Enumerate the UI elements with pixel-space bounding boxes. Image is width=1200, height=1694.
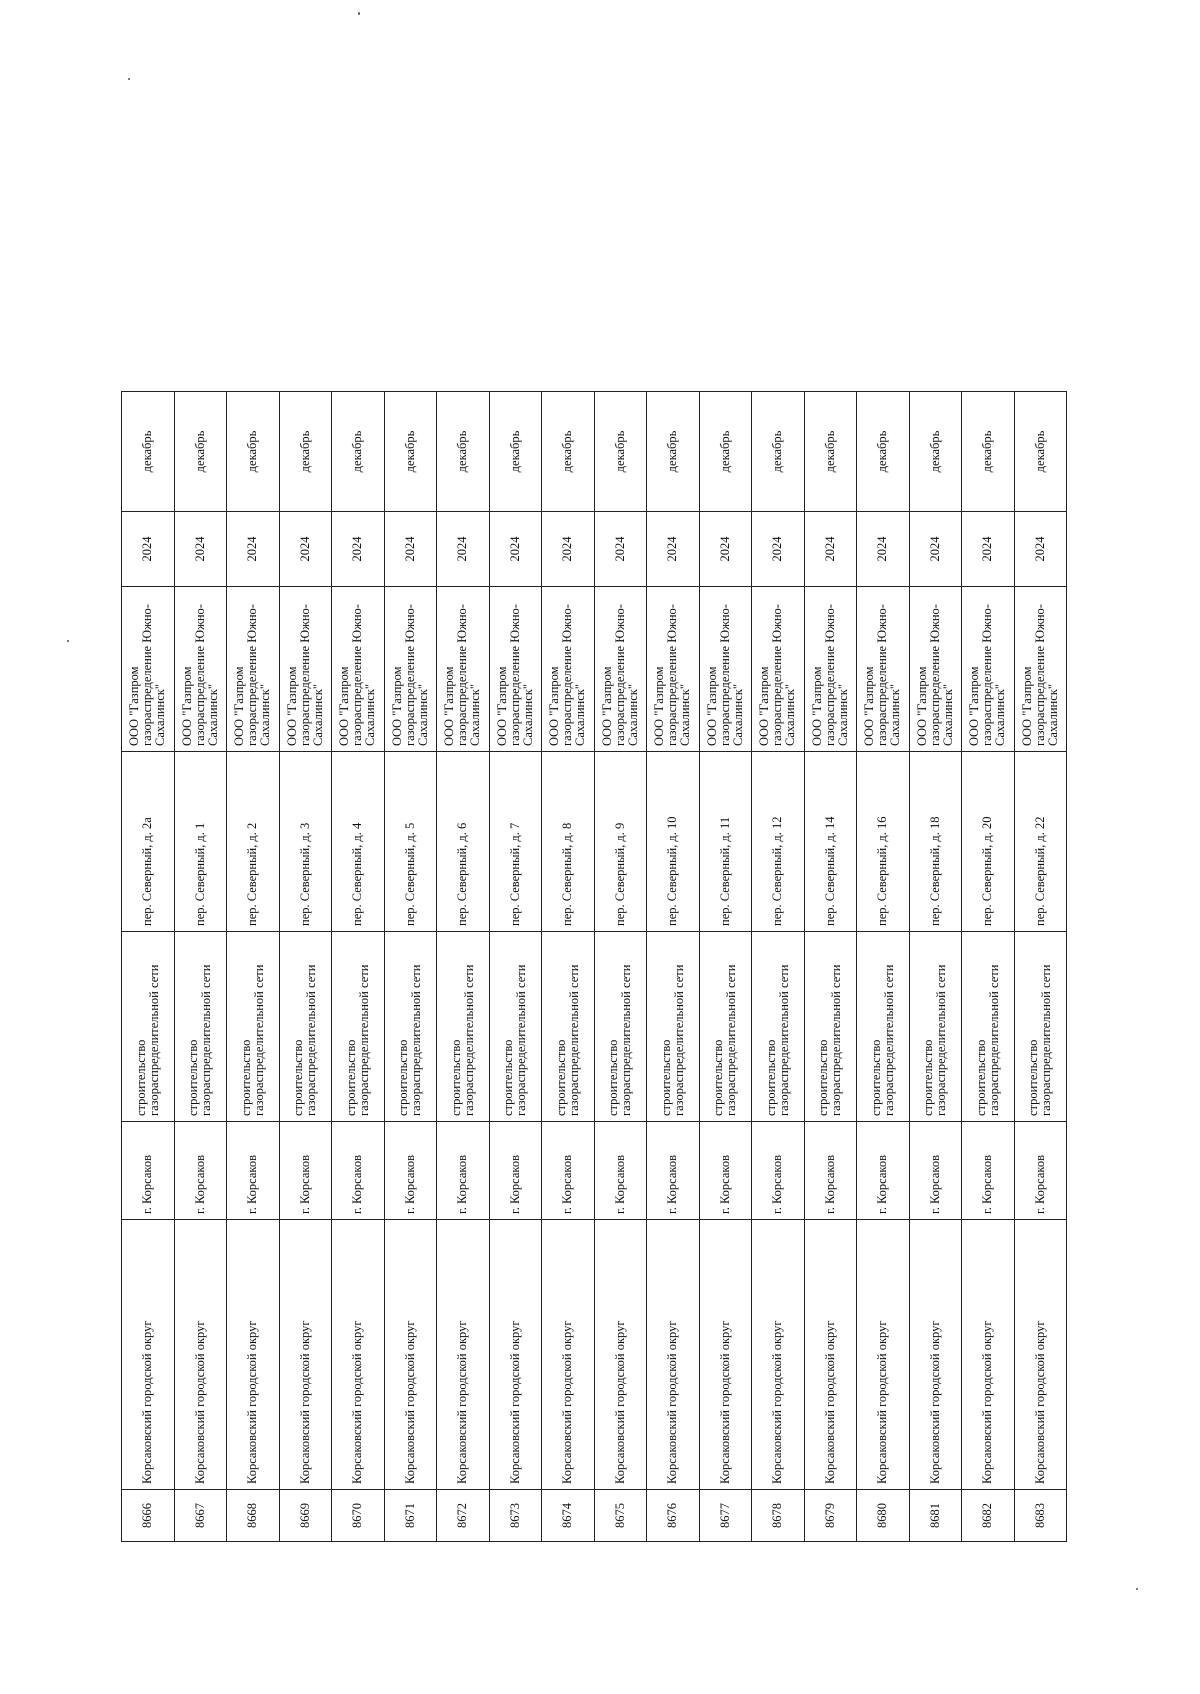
address-cell: пер. Северный, д. 4: [332, 752, 385, 932]
work-type-cell: строительство газораспределительной сети: [962, 932, 1015, 1122]
organization-cell: ООО "Газпром газораспределение Южно-Сахалинск": [332, 587, 385, 752]
work-type-cell: строительство газораспределительной сети: [489, 932, 542, 1122]
table-row: [857, 392, 910, 1542]
organization-cell: ООО "Газпром газораспределение Южно-Сахалинск": [804, 587, 857, 752]
work-type-cell: строительство газораспределительной сети: [174, 932, 227, 1122]
city-cell: г. Корсаков: [1014, 1122, 1067, 1220]
table-body: [122, 392, 1067, 1542]
district-cell: Корсаковский городской округ: [227, 1220, 280, 1490]
year-cell: 2024: [332, 512, 385, 587]
row-number: 8678: [752, 1490, 805, 1542]
work-type-cell: строительство газораспределительной сети: [594, 932, 647, 1122]
row-number: 8669: [279, 1490, 332, 1542]
year-cell: 2024: [699, 512, 752, 587]
district-cell: Корсаковский городской округ: [122, 1220, 175, 1490]
work-type-cell: строительство газораспределительной сети: [752, 932, 805, 1122]
district-cell: Корсаковский городской округ: [857, 1220, 910, 1490]
city-cell: г. Корсаков: [699, 1122, 752, 1220]
scan-speck: [358, 12, 360, 15]
address-cell: пер. Северный, д. 5: [384, 752, 437, 932]
table-row: [542, 392, 595, 1542]
organization-cell: ООО "Газпром газораспределение Южно-Сахалинск": [227, 587, 280, 752]
row-number: 8679: [804, 1490, 857, 1542]
register-table-frame: [121, 392, 1066, 1542]
year-cell: 2024: [542, 512, 595, 587]
district-cell: Корсаковский городской округ: [752, 1220, 805, 1490]
city-cell: г. Корсаков: [752, 1122, 805, 1220]
month-cell: декабрь: [647, 392, 700, 512]
organization-cell: ООО "Газпром газораспределение Южно-Сахалинск": [437, 587, 490, 752]
address-cell: пер. Северный, д. 14: [804, 752, 857, 932]
organization-cell: ООО "Газпром газораспределение Южно-Сахалинск": [489, 587, 542, 752]
city-cell: г. Корсаков: [909, 1122, 962, 1220]
organization-cell: ООО "Газпром газораспределение Южно-Сахалинск": [962, 587, 1015, 752]
year-cell: 2024: [489, 512, 542, 587]
city-cell: г. Корсаков: [122, 1122, 175, 1220]
table-row: [699, 392, 752, 1542]
row-number: 8681: [909, 1490, 962, 1542]
city-cell: г. Корсаков: [279, 1122, 332, 1220]
city-cell: г. Корсаков: [962, 1122, 1015, 1220]
district-cell: Корсаковский городской округ: [699, 1220, 752, 1490]
year-cell: 2024: [227, 512, 280, 587]
month-cell: декабрь: [227, 392, 280, 512]
district-cell: Корсаковский городской округ: [384, 1220, 437, 1490]
month-cell: декабрь: [857, 392, 910, 512]
row-number: 8666: [122, 1490, 175, 1542]
table-row: [489, 392, 542, 1542]
city-cell: г. Корсаков: [594, 1122, 647, 1220]
month-cell: декабрь: [804, 392, 857, 512]
city-cell: г. Корсаков: [437, 1122, 490, 1220]
month-cell: декабрь: [332, 392, 385, 512]
district-cell: Корсаковский городской округ: [279, 1220, 332, 1490]
address-cell: пер. Северный, д. 3: [279, 752, 332, 932]
city-cell: г. Корсаков: [804, 1122, 857, 1220]
district-cell: Корсаковский городской округ: [332, 1220, 385, 1490]
organization-cell: ООО "Газпром газораспределение Южно-Сахалинск": [542, 587, 595, 752]
month-cell: декабрь: [1014, 392, 1067, 512]
table-row: [594, 392, 647, 1542]
table-row: [174, 392, 227, 1542]
address-cell: пер. Северный, д. 8: [542, 752, 595, 932]
month-cell: декабрь: [909, 392, 962, 512]
work-type-cell: строительство газораспределительной сети: [647, 932, 700, 1122]
work-type-cell: строительство газораспределительной сети: [542, 932, 595, 1122]
row-number: 8677: [699, 1490, 752, 1542]
district-cell: Корсаковский городской округ: [647, 1220, 700, 1490]
city-cell: г. Корсаков: [384, 1122, 437, 1220]
organization-cell: ООО "Газпром газораспределение Южно-Сахалинск": [122, 587, 175, 752]
work-type-cell: строительство газораспределительной сети: [909, 932, 962, 1122]
scan-speck: [1136, 1588, 1138, 1590]
row-number: 8670: [332, 1490, 385, 1542]
table-row: [909, 392, 962, 1542]
year-cell: 2024: [174, 512, 227, 587]
table-row: [122, 392, 175, 1542]
year-cell: 2024: [909, 512, 962, 587]
table-row: [752, 392, 805, 1542]
row-number: 8672: [437, 1490, 490, 1542]
month-cell: декабрь: [752, 392, 805, 512]
address-cell: пер. Северный, д. 20: [962, 752, 1015, 932]
address-cell: пер. Северный, д. 16: [857, 752, 910, 932]
table-row: [332, 392, 385, 1542]
month-cell: декабрь: [594, 392, 647, 512]
month-cell: декабрь: [437, 392, 490, 512]
organization-cell: ООО "Газпром газораспределение Южно-Сахалинск": [699, 587, 752, 752]
year-cell: 2024: [594, 512, 647, 587]
work-type-cell: строительство газораспределительной сети: [332, 932, 385, 1122]
work-type-cell: строительство газораспределительной сети: [804, 932, 857, 1122]
year-cell: 2024: [279, 512, 332, 587]
district-cell: Корсаковский городской округ: [174, 1220, 227, 1490]
month-cell: декабрь: [542, 392, 595, 512]
city-cell: г. Корсаков: [542, 1122, 595, 1220]
year-cell: 2024: [752, 512, 805, 587]
district-cell: Корсаковский городской округ: [437, 1220, 490, 1490]
address-cell: пер. Северный, д. 2а: [122, 752, 175, 932]
work-type-cell: строительство газораспределительной сети: [279, 932, 332, 1122]
district-cell: Корсаковский городской округ: [489, 1220, 542, 1490]
row-number: 8676: [647, 1490, 700, 1542]
address-cell: пер. Северный, д. 12: [752, 752, 805, 932]
work-type-cell: строительство газораспределительной сети: [857, 932, 910, 1122]
city-cell: г. Корсаков: [332, 1122, 385, 1220]
work-type-cell: строительство газораспределительной сети: [437, 932, 490, 1122]
row-number: 8682: [962, 1490, 1015, 1542]
address-cell: пер. Северный, д. 10: [647, 752, 700, 932]
work-type-cell: строительство газораспределительной сети: [122, 932, 175, 1122]
address-cell: пер. Северный, д. 11: [699, 752, 752, 932]
city-cell: г. Корсаков: [174, 1122, 227, 1220]
organization-cell: ООО "Газпром газораспределение Южно-Сахалинск": [857, 587, 910, 752]
row-number: 8668: [227, 1490, 280, 1542]
table-row: [1014, 392, 1067, 1542]
organization-cell: ООО "Газпром газораспределение Южно-Сахалинск": [279, 587, 332, 752]
month-cell: декабрь: [489, 392, 542, 512]
year-cell: 2024: [1014, 512, 1067, 587]
table-row: [279, 392, 332, 1542]
table-row: [437, 392, 490, 1542]
organization-cell: ООО "Газпром газораспределение Южно-Сахалинск": [752, 587, 805, 752]
city-cell: г. Корсаков: [857, 1122, 910, 1220]
row-number: 8667: [174, 1490, 227, 1542]
district-cell: Корсаковский городской округ: [542, 1220, 595, 1490]
row-number: 8675: [594, 1490, 647, 1542]
district-cell: Корсаковский городской округ: [804, 1220, 857, 1490]
row-number: 8673: [489, 1490, 542, 1542]
month-cell: декабрь: [122, 392, 175, 512]
row-number: 8674: [542, 1490, 595, 1542]
organization-cell: ООО "Газпром газораспределение Южно-Сахалинск": [384, 587, 437, 752]
year-cell: 2024: [437, 512, 490, 587]
organization-cell: ООО "Газпром газораспределение Южно-Сахалинск": [174, 587, 227, 752]
month-cell: декабрь: [279, 392, 332, 512]
district-cell: Корсаковский городской округ: [594, 1220, 647, 1490]
district-cell: Корсаковский городской округ: [1014, 1220, 1067, 1490]
address-cell: пер. Северный, д. 1: [174, 752, 227, 932]
table-row: [384, 392, 437, 1542]
table-row: [227, 392, 280, 1542]
year-cell: 2024: [122, 512, 175, 587]
table-row: [962, 392, 1015, 1542]
city-cell: г. Корсаков: [227, 1122, 280, 1220]
city-cell: г. Корсаков: [489, 1122, 542, 1220]
year-cell: 2024: [647, 512, 700, 587]
address-cell: пер. Северный, д. 2: [227, 752, 280, 932]
year-cell: 2024: [804, 512, 857, 587]
year-cell: 2024: [857, 512, 910, 587]
month-cell: декабрь: [699, 392, 752, 512]
row-number: 8680: [857, 1490, 910, 1542]
address-cell: пер. Северный, д. 22: [1014, 752, 1067, 932]
address-cell: пер. Северный, д. 18: [909, 752, 962, 932]
organization-cell: ООО "Газпром газораспределение Южно-Сахалинск": [647, 587, 700, 752]
register-table: [121, 391, 1067, 1542]
table-row: [804, 392, 857, 1542]
work-type-cell: строительство газораспределительной сети: [699, 932, 752, 1122]
district-cell: Корсаковский городской округ: [962, 1220, 1015, 1490]
organization-cell: ООО "Газпром газораспределение Южно-Сахалинск": [909, 587, 962, 752]
work-type-cell: строительство газораспределительной сети: [384, 932, 437, 1122]
scan-speck: [67, 640, 69, 642]
work-type-cell: строительство газораспределительной сети: [1014, 932, 1067, 1122]
district-cell: Корсаковский городской округ: [909, 1220, 962, 1490]
address-cell: пер. Северный, д. 7: [489, 752, 542, 932]
row-number: 8671: [384, 1490, 437, 1542]
year-cell: 2024: [384, 512, 437, 587]
month-cell: декабрь: [174, 392, 227, 512]
city-cell: г. Корсаков: [647, 1122, 700, 1220]
address-cell: пер. Северный, д. 6: [437, 752, 490, 932]
work-type-cell: строительство газораспределительной сети: [227, 932, 280, 1122]
scan-speck: [128, 78, 130, 80]
month-cell: декабрь: [962, 392, 1015, 512]
row-number: 8683: [1014, 1490, 1067, 1542]
year-cell: 2024: [962, 512, 1015, 587]
table-row: [647, 392, 700, 1542]
month-cell: декабрь: [384, 392, 437, 512]
organization-cell: ООО "Газпром газораспределение Южно-Сахалинск": [1014, 587, 1067, 752]
address-cell: пер. Северный, д. 9: [594, 752, 647, 932]
organization-cell: ООО "Газпром газораспределение Южно-Сахалинск": [594, 587, 647, 752]
